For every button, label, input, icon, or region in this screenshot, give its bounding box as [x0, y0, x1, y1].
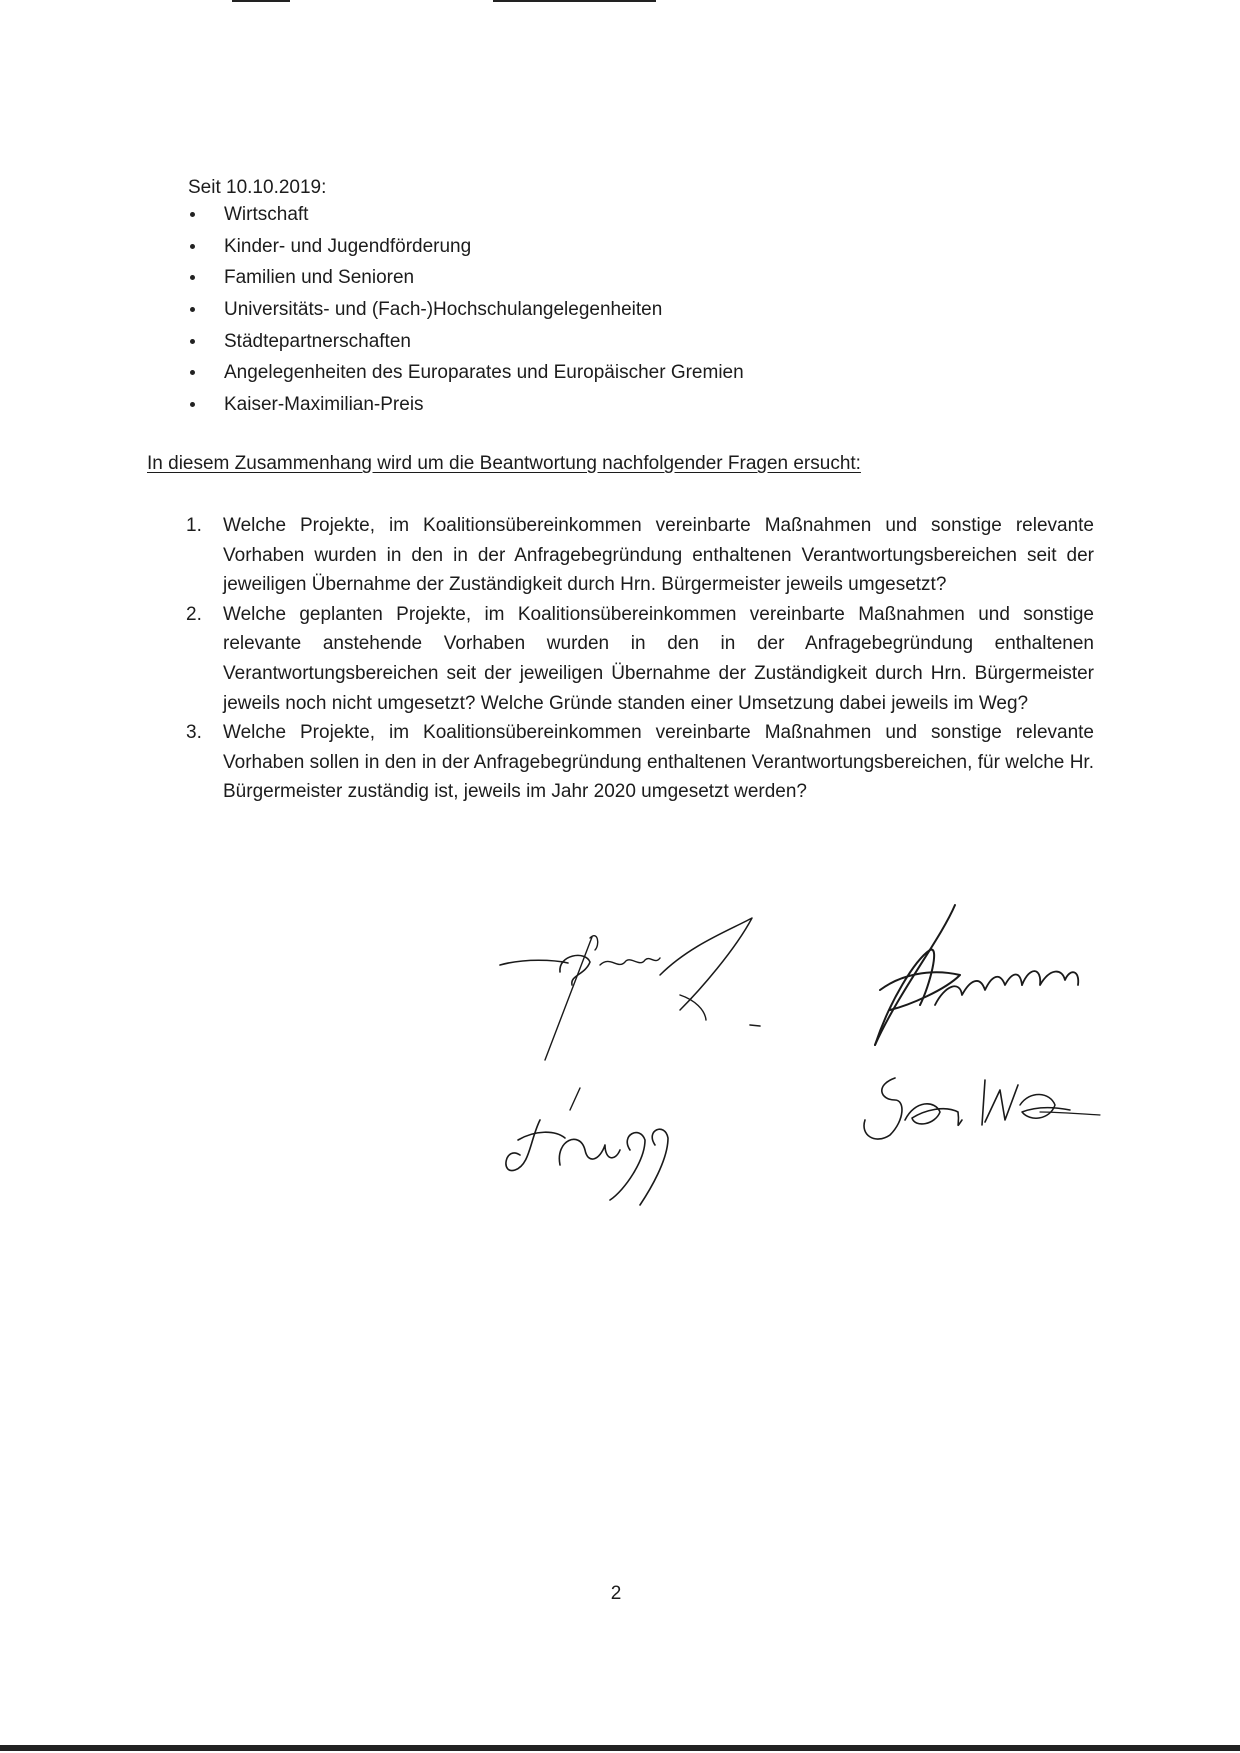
question-item [186, 718, 1094, 807]
list-item: Kinder- und Jugendförderung [188, 231, 744, 263]
question-number: 2. [186, 603, 202, 625]
question-text: Welche geplanten Projekte, im Koalitionsübereinkommen vereinbarte Maßnahmen und sonstige relevante anstehende Vorhaben wurden in den in der Anfragebegründung enthaltenen Verantwortungsbereichen seit der jeweiligen Übernahme der Zuständigkeit durch Hrn. Bürgermeister jeweils noch nicht umgesetzt? Welche Gründe standen einer Umsetzung dabei jeweils im Weg? [223, 603, 1094, 714]
signature-2 [875, 905, 1078, 1045]
bullet-icon [190, 370, 195, 375]
bullet-icon [190, 402, 195, 407]
question-text: Welche Projekte, im Koalitionsübereinkommen vereinbarte Maßnahmen und sonstige relevante Vorhaben sollen in den in der Anfragebegründung enthaltenen Verantwortungsbereichen, für welche Hr. Bürgermeister zuständig ist, jeweils im Jahr 2020 umgesetzt werden? [223, 722, 1094, 803]
list-item: Familien und Senioren [188, 262, 744, 294]
question-number: 1. [186, 515, 202, 536]
list-item: Städtepartnerschaften [188, 326, 744, 358]
question-text: Welche Projekte, im Koalitionsübereinkommen vereinbarte Maßnahmen und sonstige relevante Vorhaben wurden in den in der Anfragebegründung enthaltenen Verantwortungsbereichen seit der jeweiligen Übernahme der Zuständigkeit durch Hrn. Bürgermeister jeweils umgesetzt? [223, 515, 1094, 596]
top-rule-right [493, 0, 656, 2]
questions-intro: In diesem Zusammenhang wird um die Beantwortung nachfolgender Fragen ersucht: [147, 453, 861, 474]
bullet-icon [190, 212, 195, 217]
list-item: Angelegenheiten des Europarates und Europäischer Gremien [188, 357, 744, 389]
top-rule-left [232, 0, 290, 2]
question-list [186, 511, 1094, 807]
question-item [186, 600, 1094, 718]
responsibility-list [188, 199, 744, 421]
since-date-label: Seit 10.10.2019: [188, 177, 327, 198]
bullet-icon [190, 244, 195, 249]
list-item: Universitäts- und (Fach-)Hochschulangelegenheiten [188, 294, 744, 326]
page-number: 2 [610, 1583, 622, 1604]
list-item: Wirtschaft [188, 199, 744, 231]
list-item: Kaiser-Maximilian-Preis [188, 389, 744, 421]
bullet-icon [190, 275, 195, 280]
signature-4 [864, 1078, 1100, 1139]
bottom-rule [0, 1745, 1240, 1751]
bullet-icon [190, 339, 195, 344]
signature-1 [500, 918, 760, 1060]
question-number: 3. [186, 722, 202, 744]
question-item [186, 511, 1094, 600]
bullet-icon [190, 307, 195, 312]
signature-3 [506, 1088, 668, 1205]
